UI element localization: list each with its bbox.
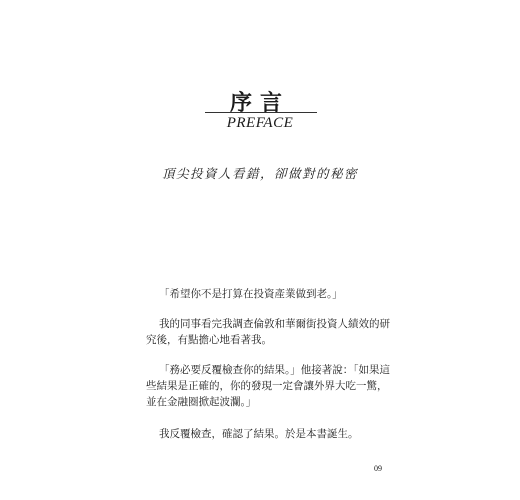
paragraph-text: 我的同事看完我調查倫敦和華爾街投資人績效的研究後，有點擔心地看著我。 (146, 318, 390, 346)
chapter-title: 序言 (229, 90, 290, 116)
body-paragraph-1 (146, 286, 396, 302)
body-paragraph-3 (146, 362, 396, 410)
title-divider (205, 112, 317, 113)
paragraph-text: 「務必要反覆檢查你的結果。」他接著說：「如果這些結果是正確的，你的發現一定會讓外界大吃一驚，並在金融圈掀起波瀾。」 (146, 364, 390, 408)
page-number: 09 (374, 464, 382, 473)
paragraph-text: 我反覆檢查，確認了結果。於是本書誕生。 (159, 428, 359, 440)
paragraph-text: 「希望你不是打算在投資產業做到老。」 (159, 288, 343, 300)
tagline: 頂尖投資人看錯，卻做對的秘密 (161, 166, 358, 181)
body-paragraph-2 (146, 316, 396, 348)
body-paragraph-4 (146, 426, 396, 442)
chapter-subtitle: PREFACE (226, 115, 294, 131)
